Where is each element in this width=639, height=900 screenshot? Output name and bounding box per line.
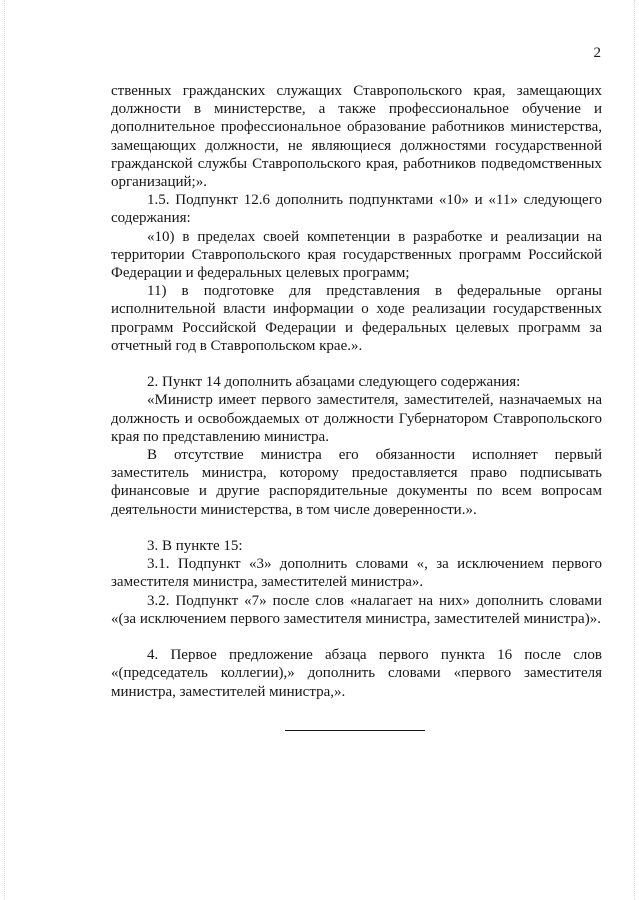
scan-edge-right — [634, 0, 636, 900]
paragraph-1-5: 1.5. Подпункт 12.6 дополнить подпунктами «10» и «11» следующего содержания: — [111, 192, 602, 227]
paragraph-subitem-10: «10) в пределах своей компетенции в разработке и реализации на территории Ставропольского края государственных программ Российской Федерации и федеральных целевых программ; — [111, 228, 602, 282]
paragraph-2-minister: «Министр имеет первого заместителя, заместителей, назначаемых на должность и освобождаемых от должности Губернатором Ставропольского края по представлению министра. — [111, 392, 602, 445]
page-number: 2 — [593, 45, 601, 61]
end-divider — [285, 730, 425, 731]
paragraph-3-1: 3.1. Подпункт «3» дополнить словами «, за исключением первого заместителя министра, заместителей министра». — [111, 556, 602, 591]
paragraph-2-absence: В отсутствие министра его обязанности исполняет первый заместитель министра, которому предоставляется право подписывать финансовые и другие распорядительные документы по всем вопросам деятельности министерства, в том числе доверенности.». — [111, 447, 602, 518]
scan-edge-left — [4, 0, 6, 900]
paragraph-3: 3. В пункте 15: — [147, 538, 243, 555]
paragraph-continuation: ственных гражданских служащих Ставропольского края, замещающих должности в министерстве, а также профессиональное обучение и дополнительное профессиональное образование работников министерства, замещающих должности, не являющиеся должностями государственной гражданской службы Ставропольского края, работников подведомственных организаций;». — [111, 83, 602, 191]
paragraph-3-2: 3.2. Подпункт «7» после слов «налагает на них» дополнить словами «(за исключением первого заместителя министра, заместителей министра)». — [111, 592, 602, 627]
paragraph-subitem-11: 11) в подготовке для представления в федеральные органы исполнительной власти информации о ходе реализации государственных программ Российской Федерации и федеральных целевых программ за отчетный год в Ставропольском крае.». — [111, 283, 602, 354]
paragraph-2: 2. Пункт 14 дополнить абзацами следующего содержания: — [147, 374, 521, 391]
paragraph-4: 4. Первое предложение абзаца первого пункта 16 после слов «(председатель коллегии),» дополнить словами «первого заместителя министра, заместителей министра,». — [111, 647, 602, 700]
document-body — [111, 82, 602, 701]
